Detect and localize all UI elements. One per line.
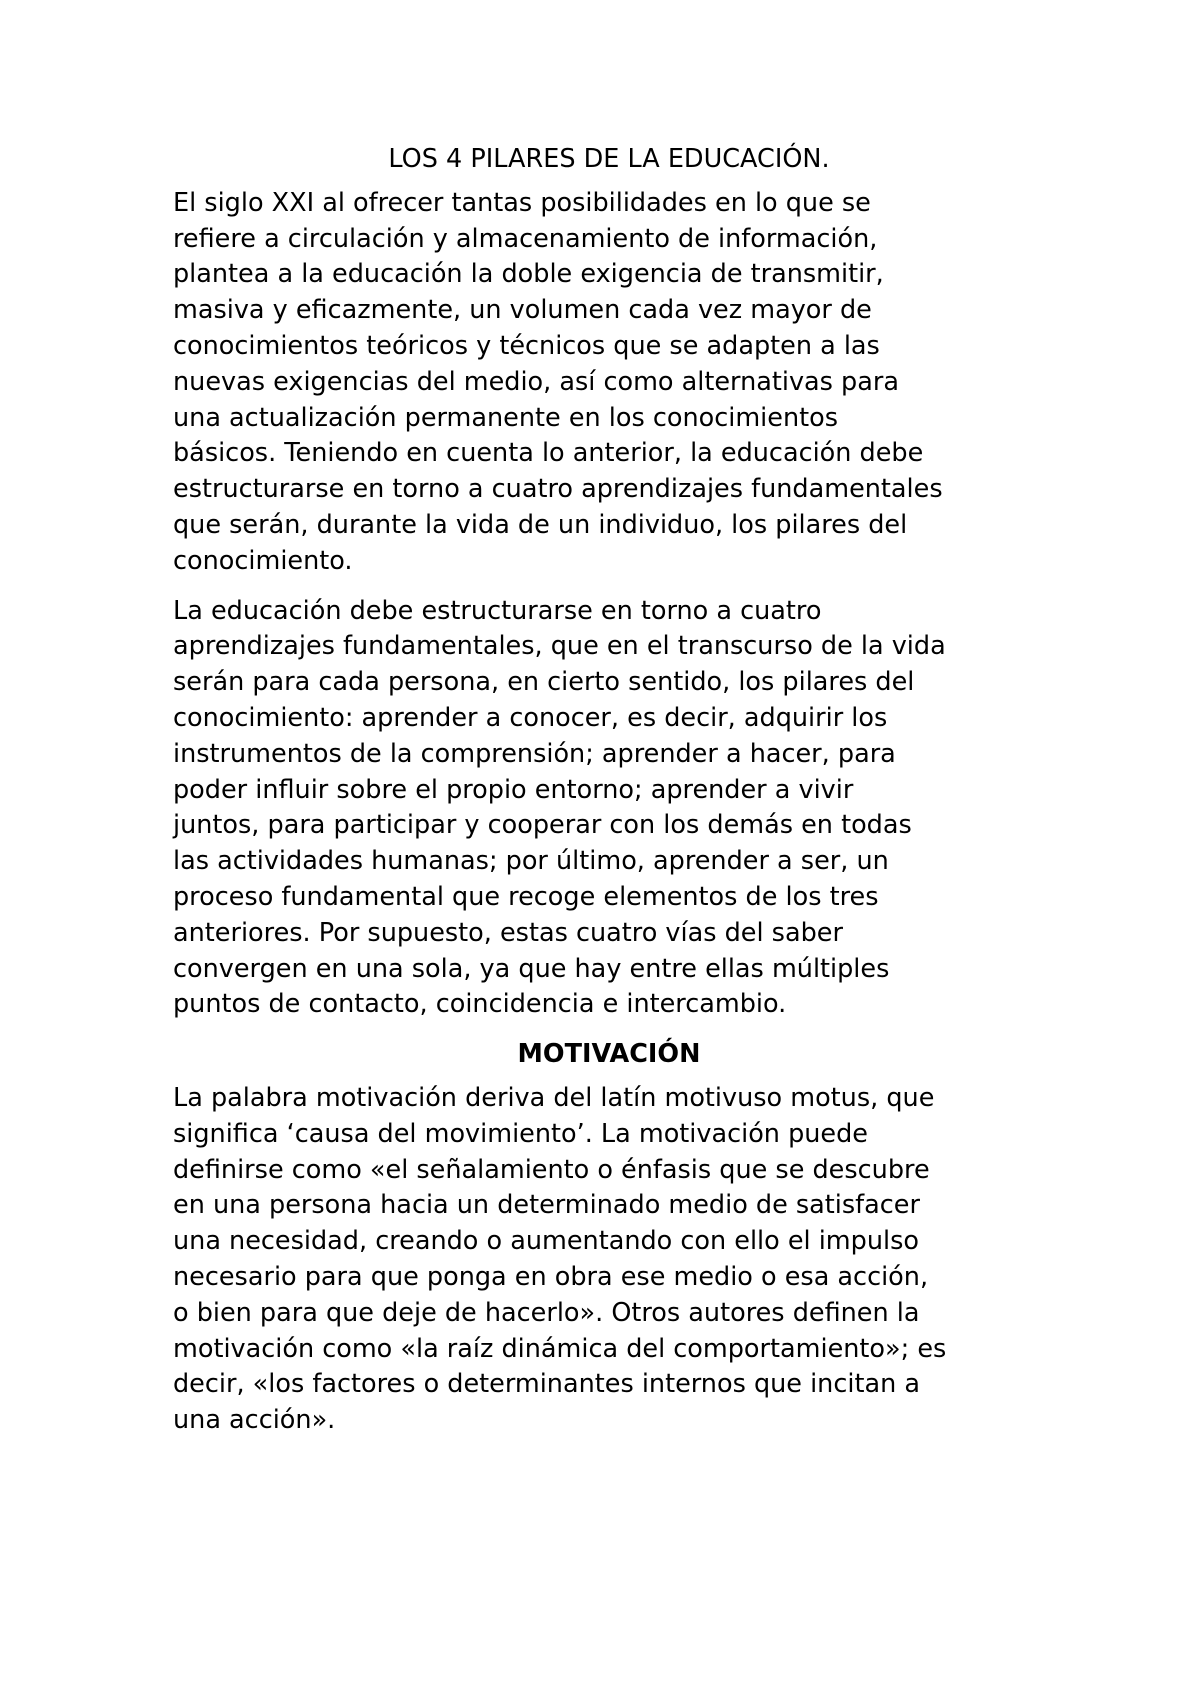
document-title: LOS 4 PILARES DE LA EDUCACIÓN. [388,144,830,174]
paragraph-siglo-xxi: El siglo XXI al ofrecer tantas posibilidades en lo que se refiere a circulación y almacenamiento de información, plantea a la educación la doble exigencia de transmitir, masiva y eficazmente, un volumen cada vez mayor de conocimientos teóricos y técnicos que se adapten a las nuevas exigencias del medio, así como alternativas para una actualización permanente en los conocimientos básicos. Teniendo en cuenta lo anterior, la educación debe estructurarse en torno a cuatro aprendizajes fundamentales que serán, durante la vida de un individuo, los pilares del conocimiento. [173,187,943,576]
paragraph-cuatro-aprendizajes: La educación debe estructurarse en torno a cuatro aprendizajes fundamentales, que en el transcurso de la vida serán para cada persona, en cierto sentido, los pilares del conocimiento: aprender a conocer, es decir, adquirir los instrumentos de la comprensión; aprender a hacer, para poder influir sobre el propio entorno; aprender a vivir juntos, para participar y cooperar con los demás en todas las actividades humanas; por último, aprender a ser, un proceso fundamental que recoge elementos de los tres anteriores. Por supuesto, estas cuatro vías del saber convergen en una sola, ya que hay entre ellas múltiples puntos de contacto, coincidencia e intercambio. [173,595,946,1020]
section-heading-motivacion: MOTIVACIÓN [517,1039,701,1070]
document-page [173,142,1045,1453]
paragraph-motivacion: La palabra motivación deriva del latín motivuso motus, que significa ‘causa del movimiento’. La motivación puede definirse como «el señalamiento o énfasis que se descubre en una persona hacia un determinado medio de satisfacer una necesidad, creando o aumentando con ello el impulso necesario para que ponga en obra ese medio o esa acción, o bien para que deje de hacerlo». Otros autores definen la motivación como «la raíz dinámica del comportamiento»; es decir, «los factores o determinantes internos que incitan a una acción». [173,1082,947,1436]
